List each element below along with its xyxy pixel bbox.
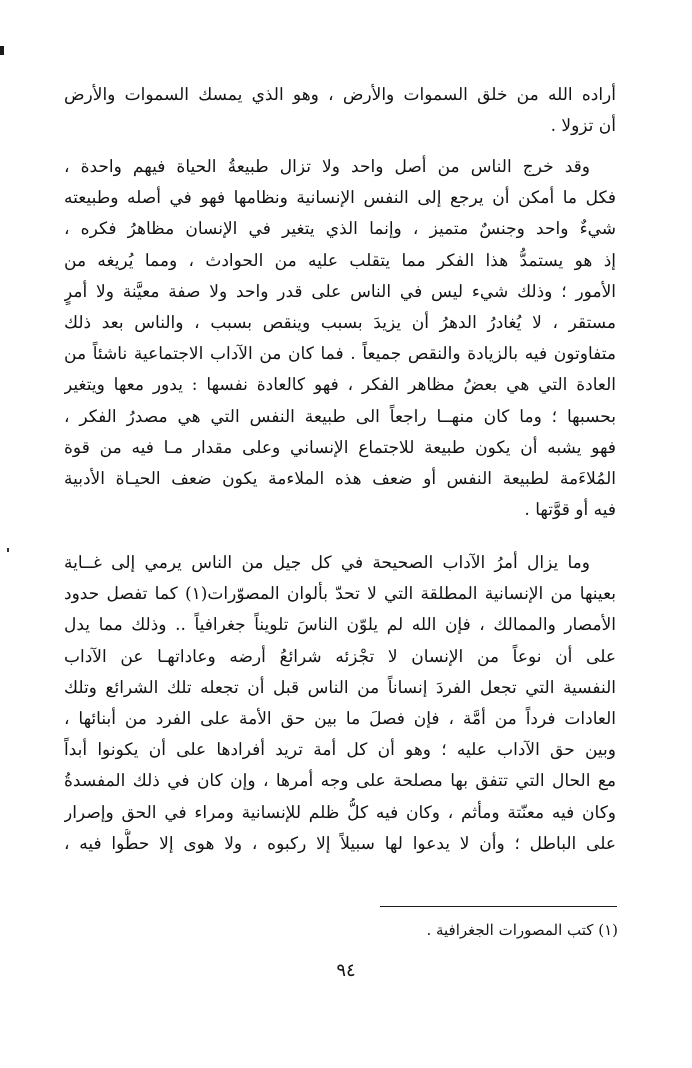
text-line: أراده الله من خلق السموات والأرض ، وهو الذي يمسك السموات والأرض [64, 85, 616, 105]
paragraph-3 [64, 548, 616, 860]
paragraph-2 [64, 152, 616, 526]
text-line: على الباطل ؛ وأن لا يدعوا لها سبيلاً إلا ركبوه ، ولا هوى إلا حطُّوا فيه ، [64, 833, 616, 854]
text-line: فهو يشبه أن يكون طبيعة للاجتماع الإنساني وعلى مقدار مـا فيه من قوة [64, 437, 616, 458]
text-line: على أن نوعاً من الإنسان لا تجْزئه شرائعُ أرضه وعاداتهـا عن الآداب [64, 646, 616, 667]
text-line: شيءٌ واحد وجنسٌ متميز ، وإنما الذي يتغير في الإنسان مظاهرُ فكره ، [64, 219, 616, 240]
text-line: وما يزال أمرُ الآداب الصحيحة في كل جيل من الناس يرمي إلى غــاية [64, 553, 590, 573]
scan-edge-mark [0, 46, 4, 55]
text-line: مع الحال التي تتفق بها مصلحة على وجه أمرها ، وإن كان في ذلك المفسدةُ [64, 771, 616, 792]
text-line: أن تزولا . [550, 116, 616, 137]
text-line: المُلاءَمة لطبيعة النفس أو ضعف هذه الملاءمة يكون ضعف الحيـاة الأدبية [64, 468, 616, 489]
text-line: وكان فيه معنّتة ومأثم ، وكان فيه كلُّ ظلم للإنسانية ومراء في الحق وإصرار [64, 802, 616, 823]
text-line: العادة التي هي بعضُ مظاهر الفكر ، فهو كالعادة نفسها : يدور معها ويتغير [64, 375, 616, 396]
text-line: وبين حق الآداب عليه ؛ وهو أن كل أمة تريد أفرادها على أن يكونوا أبداً [64, 740, 616, 761]
footnote: (١) كتب المصورات الجغرافية . [426, 921, 618, 939]
text-line: بحسبها ؛ وما كان منهــا راجعاً الى طبيعة النفس التي هي مصدرُ الفكر ، [64, 406, 616, 427]
text-line: مستقر ، لا يُغادرُ الدهرُ أن يزيدَ بسبب وينقص بسبب ، والناس بعد ذلك [64, 312, 616, 333]
text-line: الأمور ؛ وذلك شيء ليس في الناس على قدر واحد ولا صفة معيَّنة ولا أمرٍ [64, 281, 616, 302]
text-line: متفاوتون فيه بالزيادة والنقص جميعاً . فما كان من الآداب الاجتماعية ناشئاً من [64, 344, 616, 365]
text-line: وقد خرج الناس من أصل واحد ولا تزال طبيعةُ الحياة فيهم واحدة ، [64, 157, 590, 177]
text-line: فيه أو قوَّتها . [524, 500, 616, 521]
page-number: ٩٤ [336, 960, 356, 981]
text-line: الأمصار والممالك ، فإن الله لم يلوّن الناسَ تلويناً جغرافياً .. وذلك مما يدل [64, 615, 616, 636]
text-line: النفسية التي تجعل الفردَ إنساناً من الناس قبل أن تجعله تلك الشرائع وتلك [64, 677, 616, 698]
text-line: إذ هو يستمدُّ هذا الفكر مما يتقلب عليه من الحوادث ، ومما يُريغه من [64, 250, 616, 271]
scan-edge-mark [7, 548, 9, 552]
text-line: بعينها من الإنسانية المطلقة التي لا تحدّ بألوان المصوّرات(١) كما تفصل حدود [64, 584, 616, 605]
text-line: العادات فرداً من أمَّة ، فإن فصلَ ما بين حق الأمة على الفرد من أبنائها ، [64, 708, 616, 729]
paragraph-1 [64, 80, 616, 142]
text-line: فكل ما أمكن أن يرجع إلى النفس الإنسانية ونظامها فهو في أصله وطبيعته [64, 188, 616, 209]
footnote-divider [380, 906, 617, 907]
